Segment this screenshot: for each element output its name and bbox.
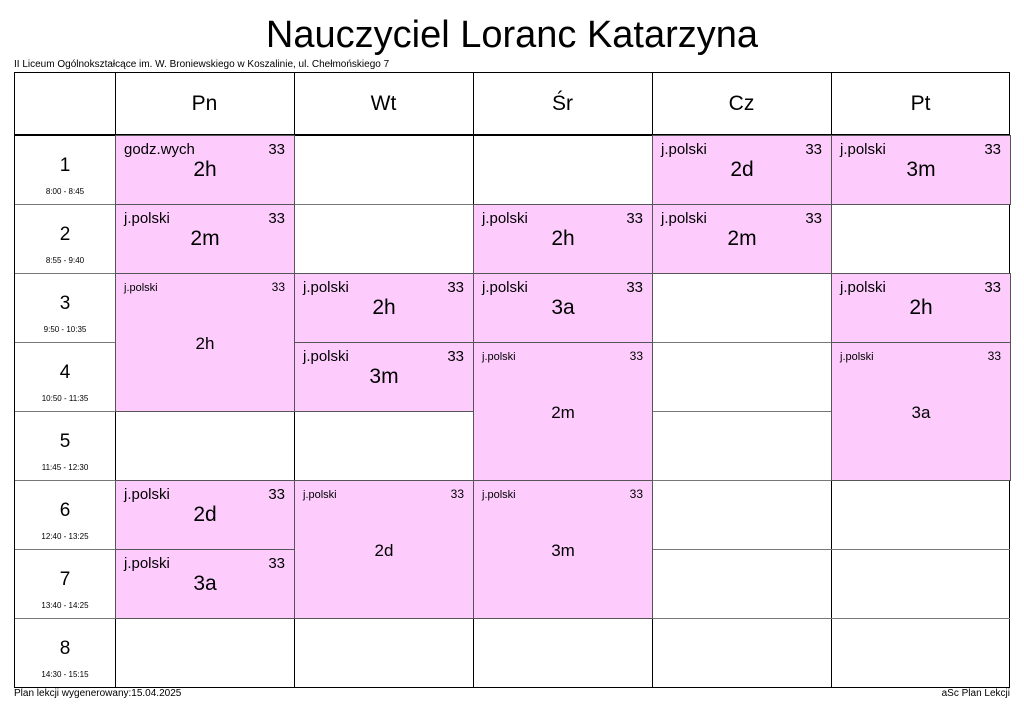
lesson-card[interactable] [831, 135, 1011, 205]
lesson-room: 33 [626, 210, 643, 227]
period-number: 8 [59, 638, 71, 659]
lesson-room: 33 [805, 141, 822, 158]
lesson-room: 33 [629, 349, 643, 363]
lesson-class: 3a [551, 296, 575, 319]
lesson-class: 2d [193, 503, 217, 526]
school-name: II Liceum Ogólnokształcące im. W. Broniewskiego w Koszalinie, ul. Chełmońskiego 7 [14, 59, 390, 70]
page-title: Nauczyciel Loranc Katarzyna [265, 14, 759, 56]
lesson-card[interactable] [652, 204, 832, 274]
lesson-class: 2h [195, 333, 215, 353]
lesson-room: 33 [268, 141, 285, 158]
lesson-subject: j.polski [661, 210, 707, 227]
lesson-class: 3m [369, 365, 399, 388]
lesson-class: 3a [911, 402, 931, 422]
lesson-class: 2d [730, 158, 754, 181]
lesson-subject: j.polski [661, 141, 707, 158]
period-label [15, 204, 115, 273]
period-label [15, 273, 115, 342]
lesson-card[interactable] [115, 204, 295, 274]
lesson-room: 33 [450, 487, 464, 501]
app-name: aSc Plan Lekcji [941, 688, 1010, 699]
lesson-card[interactable] [115, 135, 295, 205]
lesson-class: 3m [551, 540, 575, 560]
period-time: 12:40 - 13:25 [41, 532, 89, 541]
lesson-room: 33 [805, 210, 822, 227]
lesson-room: 33 [626, 279, 643, 296]
lesson-card[interactable] [294, 273, 474, 343]
lesson-room: 33 [984, 141, 1001, 158]
period-number: 4 [59, 362, 71, 383]
period-number: 3 [59, 293, 71, 314]
lesson-room: 33 [987, 349, 1001, 363]
period-time: 11:45 - 12:30 [41, 463, 89, 472]
lesson-subject: godz.wych [124, 141, 195, 158]
lesson-card[interactable] [294, 480, 474, 619]
period-time: 10:50 - 11:35 [41, 394, 89, 403]
lesson-class: 2m [190, 227, 220, 250]
lesson-subject: j.polski [840, 279, 886, 296]
lesson-room: 33 [268, 555, 285, 572]
lesson-card[interactable] [473, 204, 653, 274]
lesson-room: 33 [268, 486, 285, 503]
lesson-class: 2h [193, 158, 217, 181]
period-number: 7 [59, 569, 71, 590]
lesson-card[interactable] [831, 273, 1011, 343]
lesson-room: 33 [268, 210, 285, 227]
lesson-card[interactable] [115, 273, 295, 412]
lesson-subject: j.polski [303, 348, 349, 365]
day-header: Wt [370, 92, 397, 115]
lesson-card[interactable] [473, 480, 653, 619]
lesson-card[interactable] [473, 342, 653, 481]
period-number: 5 [59, 431, 71, 452]
lesson-card[interactable] [294, 342, 474, 412]
lesson-room: 33 [984, 279, 1001, 296]
period-time: 8:00 - 8:45 [45, 187, 85, 196]
lesson-class: 2m [551, 402, 575, 422]
lesson-subject: j.polski [482, 279, 528, 296]
lesson-class: 2h [551, 227, 575, 250]
lesson-subject: j.polski [303, 489, 337, 501]
lesson-room: 33 [447, 348, 464, 365]
lesson-class: 2d [374, 540, 394, 560]
lesson-subject: j.polski [124, 555, 170, 572]
period-label [15, 342, 115, 411]
period-number: 6 [59, 500, 71, 521]
period-label [15, 411, 115, 480]
lesson-subject: j.polski [482, 351, 516, 363]
day-header: Cz [728, 92, 755, 115]
period-label [15, 135, 115, 204]
generated-date: Plan lekcji wygenerowany:15.04.2025 [14, 688, 182, 699]
period-time: 9:50 - 10:35 [43, 325, 87, 334]
lesson-room: 33 [629, 487, 643, 501]
lesson-subject: j.polski [124, 282, 158, 294]
lesson-subject: j.polski [124, 210, 170, 227]
lesson-room: 33 [447, 279, 464, 296]
period-label [15, 618, 115, 687]
period-label [15, 480, 115, 549]
lesson-subject: j.polski [482, 489, 516, 501]
day-header: Śr [552, 92, 573, 115]
lesson-card[interactable] [831, 342, 1011, 481]
timetable-grid [14, 72, 1010, 688]
lesson-subject: j.polski [840, 351, 874, 363]
day-header: Pn [191, 92, 218, 115]
lesson-card[interactable] [473, 273, 653, 343]
period-label [15, 549, 115, 618]
lesson-subject: j.polski [840, 141, 886, 158]
period-number: 1 [59, 155, 71, 176]
period-time: 8:55 - 9:40 [45, 256, 85, 265]
lesson-card[interactable] [115, 480, 295, 550]
lesson-class: 3m [906, 158, 936, 181]
period-time: 13:40 - 14:25 [41, 601, 89, 610]
lesson-card[interactable] [115, 549, 295, 619]
lesson-subject: j.polski [303, 279, 349, 296]
lesson-subject: j.polski [124, 486, 170, 503]
day-header: Pt [910, 92, 931, 115]
lesson-card[interactable] [652, 135, 832, 205]
period-number: 2 [59, 224, 71, 245]
lesson-class: 2h [372, 296, 396, 319]
lesson-class: 2h [909, 296, 933, 319]
lesson-subject: j.polski [482, 210, 528, 227]
lesson-class: 3a [193, 572, 217, 595]
lesson-room: 33 [271, 280, 285, 294]
lesson-class: 2m [727, 227, 757, 250]
period-time: 14:30 - 15:15 [41, 670, 89, 679]
